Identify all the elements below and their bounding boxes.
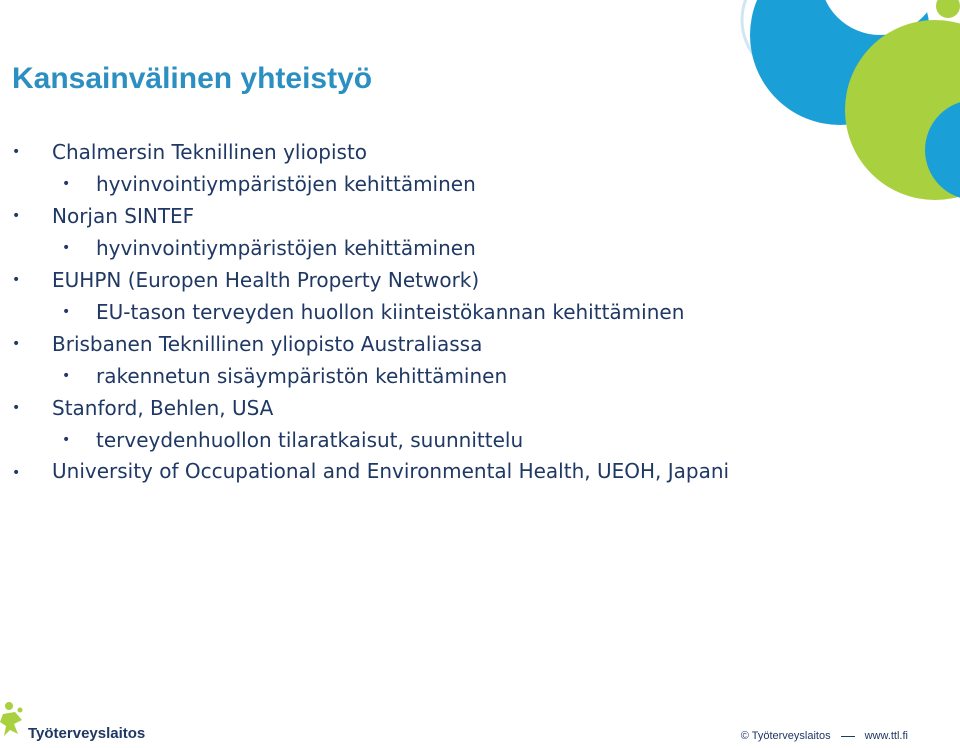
bullet-text: hyvinvointiympäristöjen kehittäminen [96, 172, 476, 196]
bullet-item [0, 136, 740, 168]
sub-bullet-item [0, 232, 740, 264]
bullet-text: EUHPN (Europen Health Property Network) [52, 268, 480, 292]
bullet-text: Chalmersin Teknillinen yliopisto [52, 140, 368, 164]
bullet-dot-icon: • [12, 465, 21, 481]
bullet-dot-icon: • [12, 336, 21, 352]
bullet-item [0, 392, 740, 424]
bullet-dot-icon: • [12, 144, 21, 160]
bullet-item [0, 328, 740, 360]
bullet-text: terveydenhuollon tilaratkaisut, suunnittelu [96, 428, 524, 452]
bullet-item [0, 200, 740, 232]
footer-separator [841, 736, 855, 737]
footer-url[interactable]: www.ttl.fi [864, 730, 908, 742]
bullet-dot-icon: • [62, 368, 71, 384]
bullet-dot-icon: • [62, 240, 71, 256]
circle-green-small [936, 0, 960, 18]
bullet-dot-icon: • [62, 304, 71, 320]
bullet-dot-icon: • [62, 176, 71, 192]
sub-bullet-item [0, 360, 740, 392]
bullet-text: Brisbanen Teknillinen yliopisto Australiassa [52, 332, 483, 356]
bullet-text: University of Occupational and Environmental Health, UEOH, Japani [52, 459, 730, 483]
bullet-dot-icon: • [12, 400, 21, 416]
footer-copyright: © Työterveyslaitos [740, 730, 831, 742]
sub-bullet-item [0, 424, 740, 456]
bullet-text: rakennetun sisäympäristön kehittäminen [96, 364, 508, 388]
slide-title: Kansainvälinen yhteistyö [12, 62, 373, 95]
logo-text: Työterveyslaitos [28, 725, 146, 742]
bullet-dot-icon: • [12, 208, 21, 224]
bullet-text: Norjan SINTEF [52, 204, 195, 228]
footer [741, 730, 908, 742]
bullet-dot-icon: • [12, 272, 21, 288]
bullet-list [0, 136, 740, 485]
bullet-text: Stanford, Behlen, USA [52, 396, 274, 420]
sub-bullet-item [0, 296, 740, 328]
bullet-text: EU-tason terveyden huollon kiinteistökannan kehittäminen [96, 300, 685, 324]
bullet-text: hyvinvointiympäristöjen kehittäminen [96, 236, 476, 260]
bullet-item [0, 264, 740, 296]
bullet-dot-icon: • [62, 432, 71, 448]
bullet-item [0, 456, 740, 485]
sub-bullet-item [0, 168, 740, 200]
